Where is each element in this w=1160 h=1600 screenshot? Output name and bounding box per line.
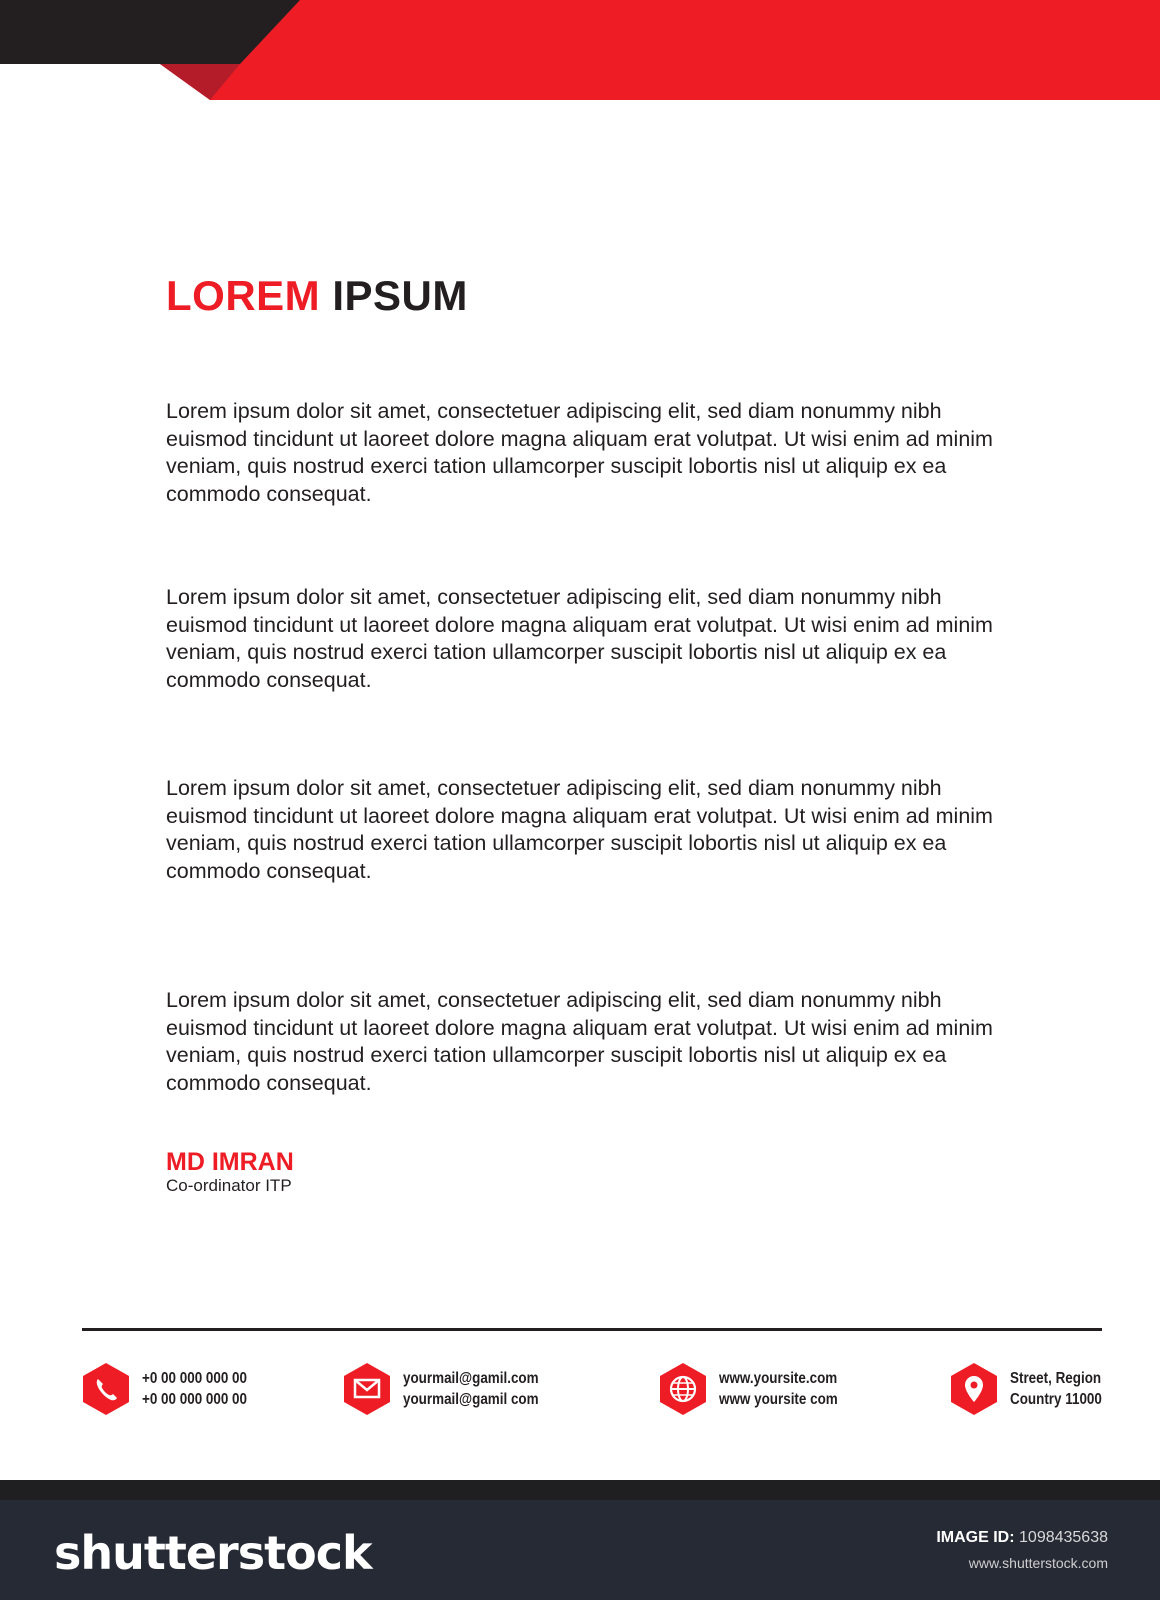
body-paragraph: Lorem ipsum dolor sit amet, consectetuer adipiscing elit, sed diam nonummy nibh euismod tincidunt ut laoreet dolore magna aliquam erat volutpat. Ut wisi enim ad minim veniam, quis nostrud exerci tation ullamcorper suscipit lobortis nisl ut aliquip ex ea commodo consequat. [166, 776, 993, 883]
page-title [166, 272, 468, 320]
phone-line-2: +0 00 000 000 00 [142, 1391, 248, 1408]
footer-dark-bar [0, 1480, 1160, 1500]
contact-phone [82, 1362, 267, 1416]
image-id-label: IMAGE ID: [936, 1529, 1015, 1546]
signature-name: MD IMRAN [166, 1148, 294, 1176]
mail-icon [343, 1362, 391, 1416]
stock-logo: shutterstock [54, 1526, 372, 1580]
image-id-value: 1098435638 [1019, 1529, 1108, 1546]
phone-icon [82, 1362, 130, 1416]
contact-email [343, 1362, 564, 1416]
address-line-1: Street, Region [1010, 1370, 1102, 1387]
signature-role: Co-ordinator ITP [166, 1176, 292, 1195]
website-line-2: www yoursite com [719, 1391, 838, 1408]
body-paragraph: Lorem ipsum dolor sit amet, consectetuer adipiscing elit, sed diam nonummy nibh euismod tincidunt ut laoreet dolore magna aliquam erat volutpat. Ut wisi enim ad minim veniam, quis nostrud exerci tation ullamcorper suscipit lobortis nisl ut aliquip ex ea commodo consequat. [166, 988, 993, 1095]
body-paragraph: Lorem ipsum dolor sit amet, consectetuer adipiscing elit, sed diam nonummy nibh euismod tincidunt ut laoreet dolore magna aliquam erat volutpat. Ut wisi enim ad minim veniam, quis nostrud exerci tation ullamcorper suscipit lobortis nisl ut aliquip ex ea commodo consequat. [166, 399, 993, 506]
contact-website [659, 1362, 860, 1416]
header-band [0, 0, 1160, 105]
website-line-1: www.yoursite.com [719, 1370, 838, 1387]
globe-icon [659, 1362, 707, 1416]
stock-url: www.shutterstock.com [968, 1555, 1108, 1571]
email-line-2: yourmail@gamil com [403, 1391, 539, 1408]
address-line-2: Country 11000 [1010, 1391, 1102, 1408]
contact-address [950, 1362, 1119, 1416]
image-id [936, 1529, 1108, 1547]
phone-line-1: +0 00 000 000 00 [142, 1370, 248, 1387]
title-word-accent: LOREM [166, 272, 321, 319]
body-paragraph: Lorem ipsum dolor sit amet, consectetuer adipiscing elit, sed diam nonummy nibh euismod tincidunt ut laoreet dolore magna aliquam erat volutpat. Ut wisi enim ad minim veniam, quis nostrud exerci tation ullamcorper suscipit lobortis nisl ut aliquip ex ea commodo consequat. [166, 585, 993, 692]
title-word-dark: IPSUM [332, 272, 468, 319]
location-pin-icon [950, 1362, 998, 1416]
header-red-band [210, 0, 1160, 100]
footer-divider [82, 1328, 1102, 1331]
email-line-1: yourmail@gamil.com [403, 1370, 539, 1387]
